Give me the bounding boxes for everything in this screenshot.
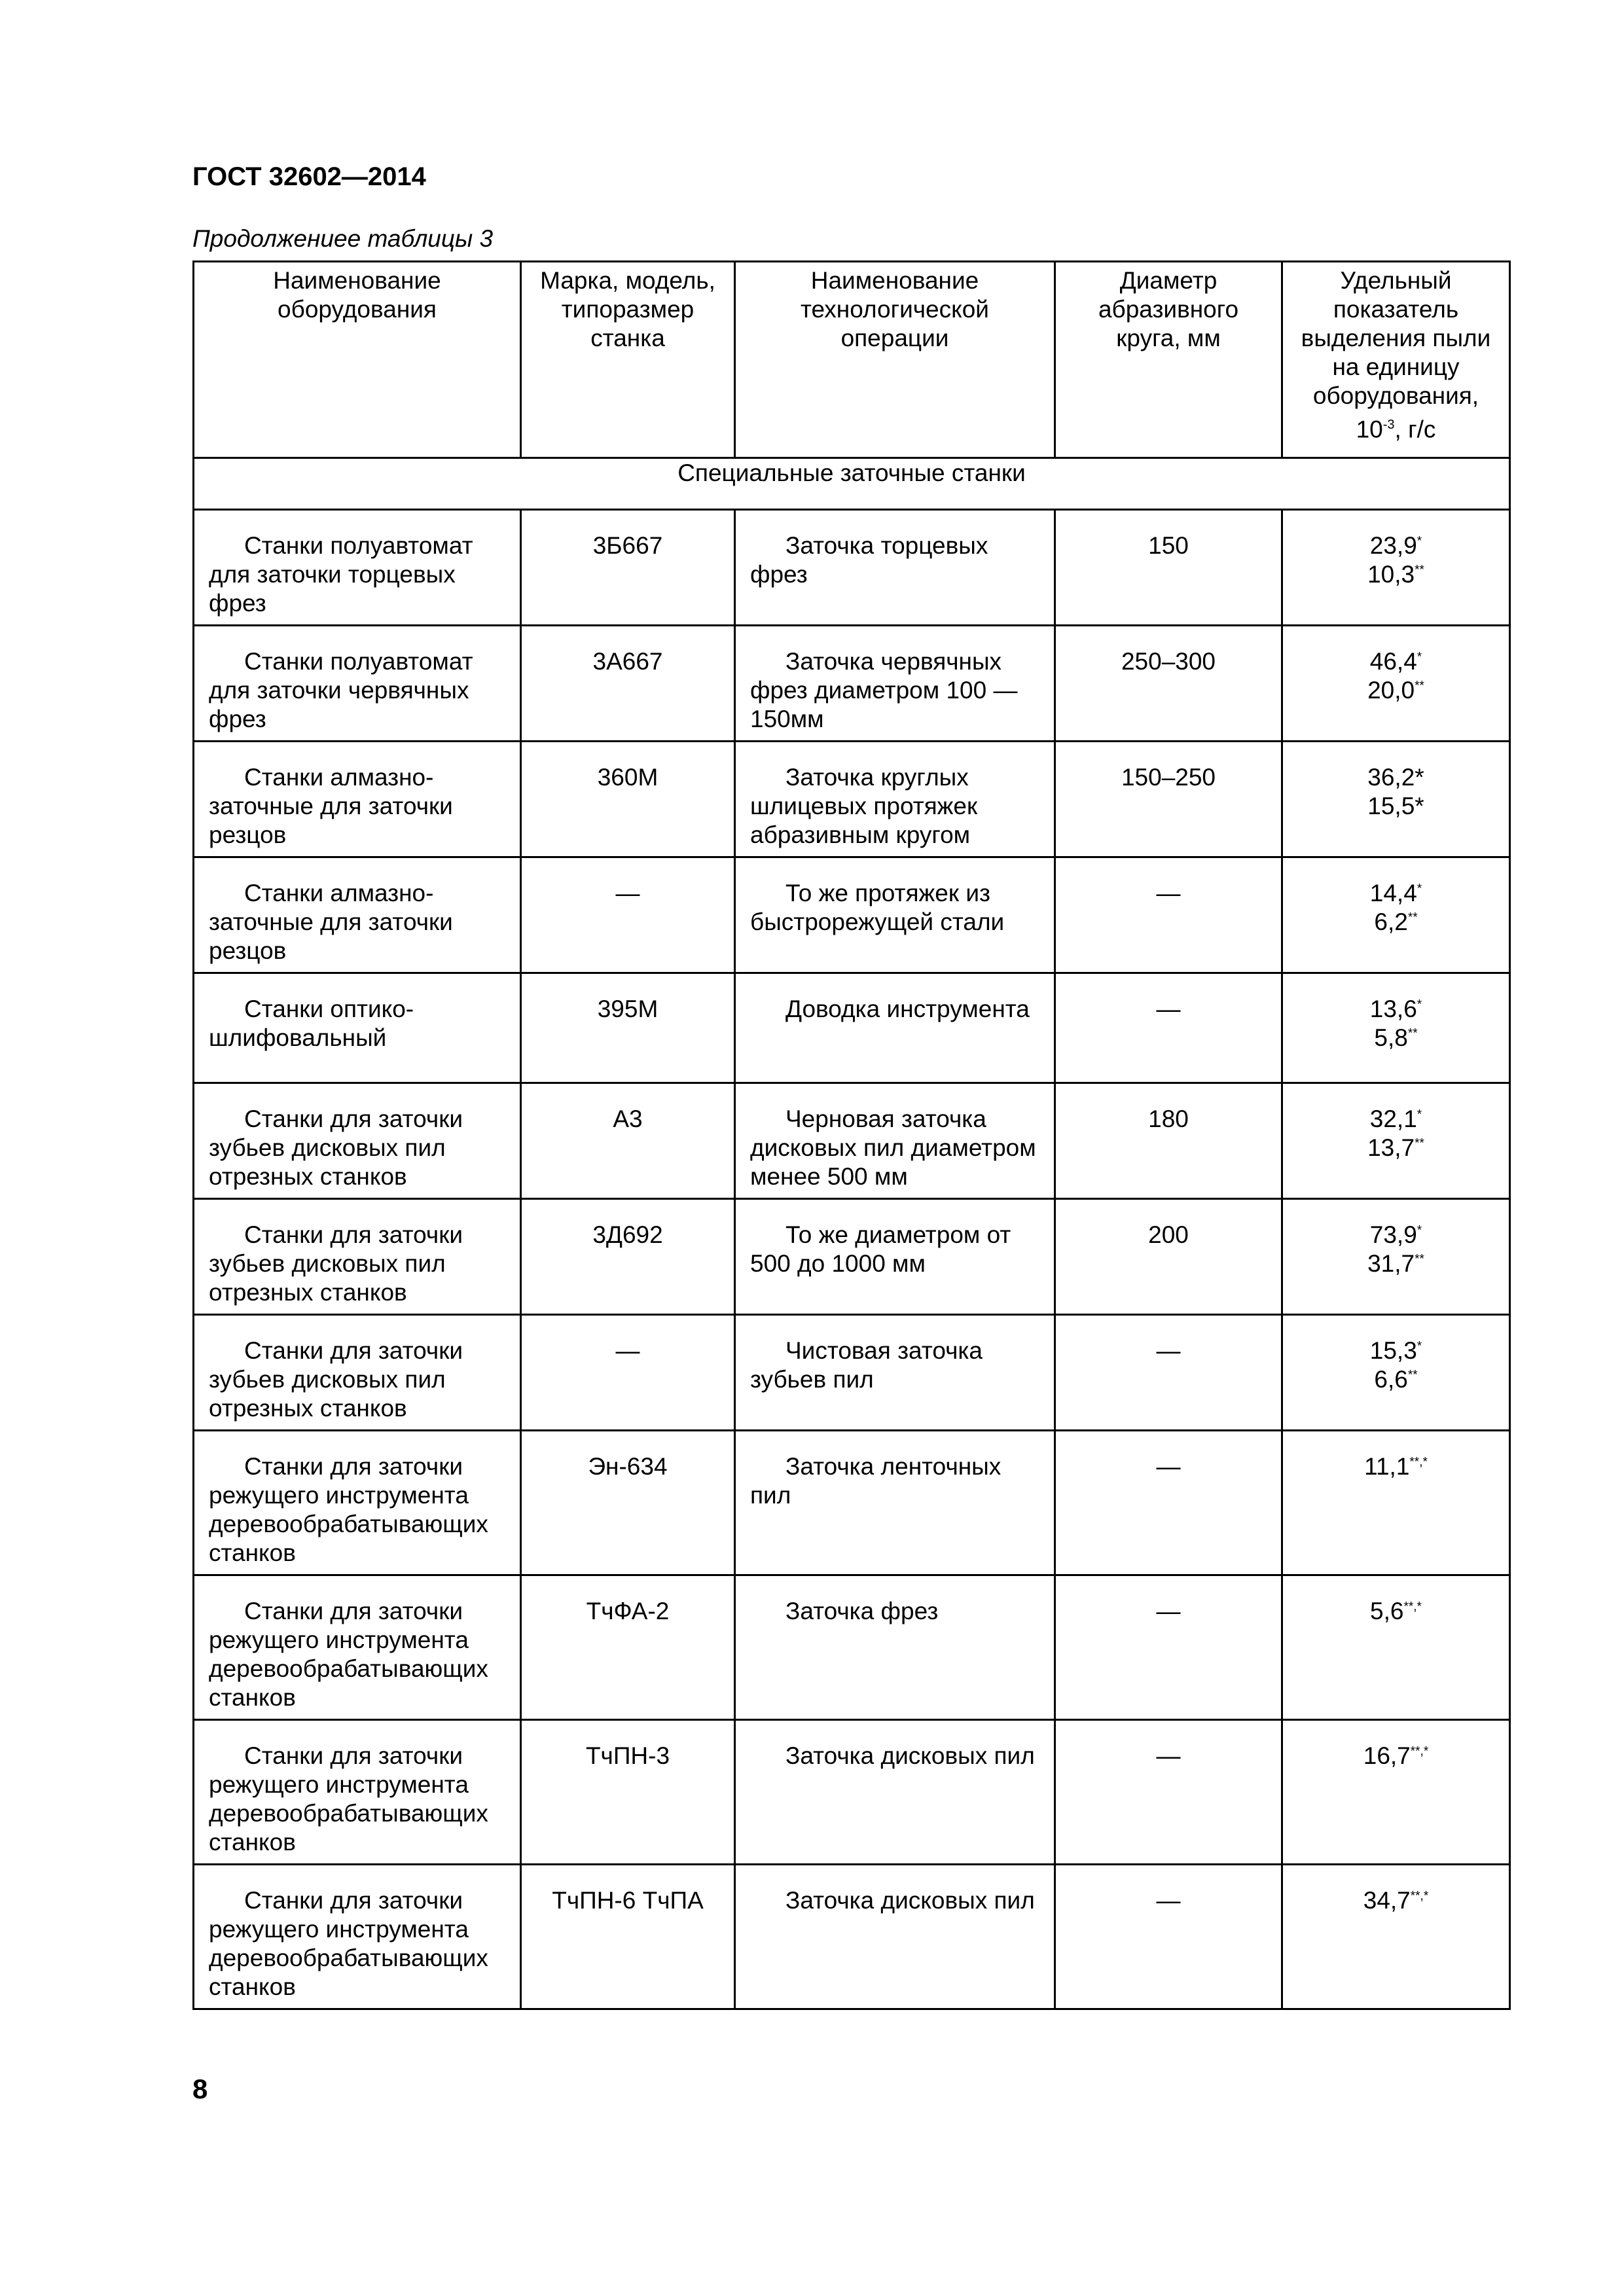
- section-title: Специальные заточные станки: [194, 458, 1510, 510]
- dust-rate-cell: [1282, 742, 1510, 857]
- dust-rate-cell: [1282, 1083, 1510, 1199]
- dust-rate-value: [1287, 1134, 1505, 1162]
- dust-rate-value: [1287, 1024, 1505, 1052]
- dust-rate-number: 15,3: [1369, 1337, 1417, 1364]
- dust-rate-value: [1287, 531, 1505, 560]
- model-cell: —: [521, 857, 735, 973]
- diameter-cell: —: [1055, 1720, 1282, 1865]
- dust-rate-cell: [1282, 1575, 1510, 1720]
- dust-rate-cell: [1282, 510, 1510, 626]
- table-row: [194, 742, 1510, 857]
- equipment-name-cell: Станки полуавтомат для заточки торцевых фрез: [194, 510, 521, 626]
- unit-base: 10: [1356, 416, 1383, 443]
- equipment-name-cell: Станки для заточки режущего инструмента деревообрабатывающих станков: [194, 1720, 521, 1865]
- table-row: [194, 1865, 1510, 2009]
- dust-rate-number: 23,9: [1369, 532, 1417, 559]
- model-cell: ТчПН-3: [521, 1720, 735, 1865]
- operation-cell: Чистовая заточка зубьев пил: [735, 1315, 1055, 1431]
- diameter-cell: —: [1055, 1431, 1282, 1575]
- page-number: 8: [192, 2073, 208, 2104]
- model-cell: Эн-634: [521, 1431, 735, 1575]
- table-row: [194, 857, 1510, 973]
- equipment-name-cell: Станки алмазно-заточные для заточки резцов: [194, 857, 521, 973]
- dust-rate-value: [1287, 1886, 1505, 1915]
- table-caption: Продолжениее таблицы 3: [192, 225, 494, 252]
- dust-rate-value: [1287, 676, 1505, 705]
- model-cell: 395М: [521, 973, 735, 1083]
- dust-rate-number: 73,9: [1369, 1221, 1417, 1248]
- col-header-model: Марка, модель, типоразмер станка: [521, 262, 735, 458]
- footnote-mark: **: [1415, 563, 1424, 577]
- model-cell: —: [521, 1315, 735, 1431]
- equipment-name-cell: Станки для заточки режущего инструмента деревообрабатывающих станков: [194, 1865, 521, 2009]
- footnote-mark: *: [1416, 1107, 1422, 1122]
- diameter-cell: —: [1055, 973, 1282, 1083]
- dust-rate-number: 32,1: [1369, 1105, 1417, 1132]
- model-cell: 3Б667: [521, 510, 735, 626]
- dust-rate-number: 15,5*: [1367, 793, 1424, 819]
- dust-rate-value: [1287, 792, 1505, 821]
- dust-rate-value: [1287, 1452, 1505, 1481]
- diameter-cell: 200: [1055, 1199, 1282, 1315]
- unit-tail: , г/с: [1394, 416, 1436, 443]
- operation-cell: Заточка круглых шлицевых протяжек абразивным кругом: [735, 742, 1055, 857]
- dust-rate-value: [1287, 1742, 1505, 1770]
- footnote-mark: *: [1416, 997, 1422, 1012]
- model-cell: 3А667: [521, 626, 735, 742]
- table-row: [194, 1199, 1510, 1315]
- unit-exponent: -3: [1382, 418, 1395, 432]
- equipment-name-cell: Станки оптико-шлифовальный: [194, 973, 521, 1083]
- dust-rate-number: 13,6: [1369, 996, 1417, 1022]
- dust-rate-number: 20,0: [1367, 677, 1415, 704]
- dust-rate-cell: [1282, 1865, 1510, 2009]
- dust-rate-cell: [1282, 1315, 1510, 1431]
- dust-rate-value: [1287, 1597, 1505, 1626]
- header-row: [194, 262, 1510, 458]
- equipment-name-cell: Станки полуавтомат для заточки червячных фрез: [194, 626, 521, 742]
- diameter-cell: 150–250: [1055, 742, 1282, 857]
- footnote-mark: **: [1407, 1368, 1418, 1382]
- table-row: [194, 1083, 1510, 1199]
- dust-rate-value: [1287, 1105, 1505, 1134]
- diameter-cell: —: [1055, 1315, 1282, 1431]
- operation-cell: Доводка инструмента: [735, 973, 1055, 1083]
- operation-cell: Заточка ленточных пил: [735, 1431, 1055, 1575]
- dust-rate-cell: [1282, 1199, 1510, 1315]
- document-header: ГОСТ 32602—2014: [192, 162, 426, 191]
- table-row: [194, 1575, 1510, 1720]
- model-cell: 360М: [521, 742, 735, 857]
- diameter-cell: 180: [1055, 1083, 1282, 1199]
- dust-rate-number: 5,8: [1374, 1024, 1408, 1051]
- dust-rate-value: [1287, 879, 1505, 908]
- operation-cell: Заточка фрез: [735, 1575, 1055, 1720]
- footnote-mark: *: [1416, 1339, 1422, 1354]
- dust-rate-number: 11,1: [1364, 1453, 1410, 1480]
- dust-rate-number: 13,7: [1367, 1134, 1415, 1161]
- diameter-cell: —: [1055, 1865, 1282, 2009]
- dust-rate-number: 31,7: [1367, 1250, 1415, 1277]
- dust-rate-value: [1287, 647, 1505, 676]
- dust-rate-value: [1287, 560, 1505, 589]
- dust-rate-number: 6,2: [1374, 908, 1408, 935]
- model-cell: ТчПН-6 ТчПА: [521, 1865, 735, 2009]
- footnote-mark: *: [1416, 882, 1422, 896]
- equipment-name-cell: Станки для заточки режущего инструмента деревообрабатывающих станков: [194, 1431, 521, 1575]
- model-cell: А3: [521, 1083, 735, 1199]
- footnote-mark: **,*: [1409, 1455, 1428, 1469]
- dust-rate-value: [1287, 1221, 1505, 1249]
- equipment-name-cell: Станки алмазно-заточные для заточки резцов: [194, 742, 521, 857]
- operation-cell: Заточка червячных фрез диаметром 100 — 150мм: [735, 626, 1055, 742]
- dust-rate-number: 14,4: [1369, 880, 1417, 906]
- dust-rate-number: 10,3: [1367, 561, 1415, 588]
- table-row: [194, 1315, 1510, 1431]
- operation-cell: То же протяжек из быстрорежущей стали: [735, 857, 1055, 973]
- dust-rate-cell: [1282, 1431, 1510, 1575]
- col-header-equipment: Наименование оборудования: [194, 262, 521, 458]
- table-row: [194, 626, 1510, 742]
- section-row: [194, 458, 1510, 510]
- footnote-mark: **: [1415, 679, 1424, 693]
- dust-rate-number: 36,2*: [1367, 764, 1424, 791]
- model-cell: ТчФА-2: [521, 1575, 735, 1720]
- footnote-mark: **: [1415, 1252, 1424, 1266]
- model-cell: 3Д692: [521, 1199, 735, 1315]
- col-header-operation: Наименование технологической операции: [735, 262, 1055, 458]
- diameter-cell: —: [1055, 1575, 1282, 1720]
- dust-rate-value: [1287, 1249, 1505, 1278]
- dust-rate-value: [1287, 763, 1505, 792]
- col-header-dust-rate: [1282, 262, 1510, 458]
- table-body: [194, 458, 1510, 2009]
- footnote-mark: *: [1416, 650, 1422, 664]
- footnote-mark: **,*: [1410, 1744, 1429, 1759]
- operation-cell: Заточка торцевых фрез: [735, 510, 1055, 626]
- footnote-mark: **: [1415, 1136, 1424, 1151]
- diameter-cell: 150: [1055, 510, 1282, 626]
- dust-rate-value: [1287, 1365, 1505, 1394]
- table-row: [194, 973, 1510, 1083]
- footnote-mark: **,*: [1403, 1600, 1422, 1614]
- dust-rate-cell: [1282, 857, 1510, 973]
- footnote-mark: **: [1407, 910, 1418, 925]
- operation-cell: Заточка дисковых пил: [735, 1720, 1055, 1865]
- footnote-mark: *: [1416, 534, 1422, 548]
- dust-rate-value: [1287, 995, 1505, 1024]
- spec-table: [192, 260, 1511, 2010]
- equipment-name-cell: Станки для заточки зубьев дисковых пил отрезных станков: [194, 1199, 521, 1315]
- footnote-mark: *: [1416, 1223, 1422, 1238]
- dust-rate-cell: [1282, 626, 1510, 742]
- equipment-name-cell: Станки для заточки режущего инструмента деревообрабатывающих станков: [194, 1575, 521, 1720]
- table-row: [194, 510, 1510, 626]
- footnote-mark: **: [1407, 1026, 1418, 1041]
- equipment-name-cell: Станки для заточки зубьев дисковых пил отрезных станков: [194, 1083, 521, 1199]
- footnote-mark: **,*: [1410, 1889, 1429, 1903]
- equipment-name-cell: Станки для заточки зубьев дисковых пил отрезных станков: [194, 1315, 521, 1431]
- table-row: [194, 1720, 1510, 1865]
- diameter-cell: —: [1055, 857, 1282, 973]
- col-header-diameter: Диаметр абразивного круга, мм: [1055, 262, 1282, 458]
- dust-rate-number: 5,6: [1370, 1598, 1404, 1624]
- dust-rate-cell: [1282, 1720, 1510, 1865]
- dust-rate-number: 6,6: [1374, 1366, 1408, 1393]
- operation-cell: Заточка дисковых пил: [735, 1865, 1055, 2009]
- table-row: [194, 1431, 1510, 1575]
- operation-cell: Черновая заточка дисковых пил диаметром менее 500 мм: [735, 1083, 1055, 1199]
- dust-rate-number: 16,7: [1363, 1742, 1411, 1769]
- dust-rate-value: [1287, 1336, 1505, 1365]
- dust-rate-value: [1287, 908, 1505, 937]
- diameter-cell: 250–300: [1055, 626, 1282, 742]
- dust-rate-number: 46,4: [1369, 648, 1417, 675]
- dust-rate-number: 34,7: [1363, 1887, 1411, 1914]
- operation-cell: То же диаметром от 500 до 1000 мм: [735, 1199, 1055, 1315]
- col-header-dust-rate-text: Удельный показатель выделения пыли на единицу оборудования,: [1301, 267, 1491, 409]
- dust-rate-cell: [1282, 973, 1510, 1083]
